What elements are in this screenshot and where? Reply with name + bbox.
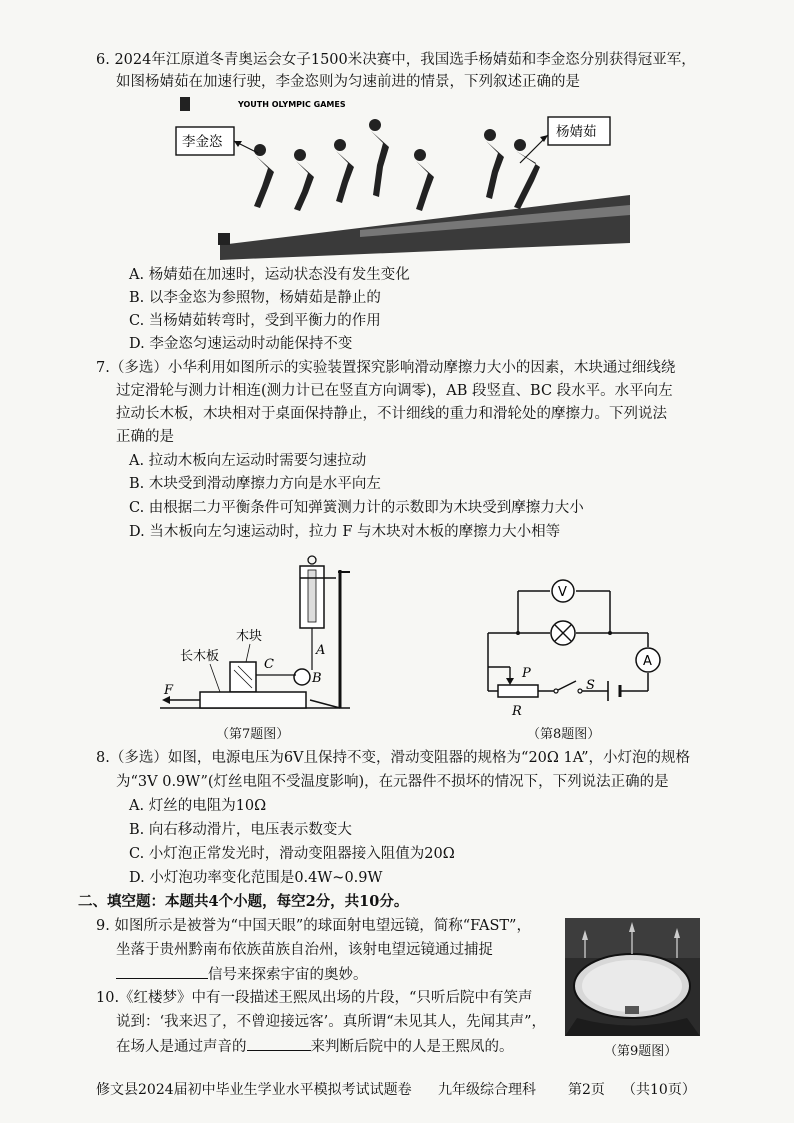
q9-caption: （第9题图） (604, 1044, 678, 1059)
q6-stem-line1: 6. 2024年江原道冬青奥运会女子1500米决赛中，我国选手杨婧茹和李金恣分别获得冠亚军， (96, 52, 696, 68)
label-li: 李金恣 (182, 134, 223, 150)
skaters (254, 119, 540, 211)
q10-line3 (116, 1036, 514, 1057)
q8-option-c: C. 小灯泡正常发光时，滑动变阻器接入阻值为20Ω (129, 846, 455, 862)
label-a: A (316, 643, 326, 658)
label-c: C (264, 657, 274, 672)
wood-block (230, 662, 256, 692)
label-f: F (164, 683, 174, 698)
label-p: P (522, 666, 531, 681)
q10-line2: 说到：‘我来迟了，不曾迎接远客’。真所谓“未见其人，先闻其声”， (116, 1014, 547, 1030)
q6-option-c: C. 当杨婧茹转弯时，受到平衡力的作用 (129, 313, 381, 329)
q9-line3 (116, 964, 368, 985)
q10-line3-before: 在场人是通过声音的 (116, 1039, 247, 1055)
q7-option-c: C. 由根据二力平衡条件可知弹簧测力计的示数即为木块受到摩擦力大小 (129, 500, 584, 516)
q7-option-a: A. 拉动木板向左运动时需要匀速拉动 (129, 453, 367, 469)
long-board (200, 692, 306, 708)
label-block: 木块 (236, 629, 263, 644)
q6-skating-figure (160, 95, 630, 260)
fast-telescope-photo (565, 918, 700, 1036)
q6-option-a: A. 杨婧茹在加速时，运动状态没有发生变化 (129, 267, 410, 283)
q10-line1: 10.《红楼梦》中有一段描述王熙凤出场的片段，“只听后院中有笑声 (96, 990, 533, 1006)
q7-stem-line1: 7.（多选）小华利用如图所示的实验装置探究影响滑动摩擦力大小的因素，木块通过细线绕 (96, 360, 676, 376)
label-a: A (643, 654, 652, 669)
q8-option-b: B. 向右移动滑片，电压表示数变大 (129, 822, 352, 838)
label-board: 长木板 (180, 649, 220, 664)
q10-answer-blank[interactable] (247, 1036, 311, 1051)
footer-subject: 九年级综合理科 (438, 1082, 536, 1098)
q9-line1: 9. 如图所示是被誉为“中国天眼”的球面射电望远镜，简称“FAST”， (96, 918, 531, 934)
q9-line2: 坐落于贵州黔南布依族苗族自治州，该射电望远镜通过捕捉 (116, 942, 493, 958)
q7-option-d: D. 当木板向左匀速运动时，拉力 F 与木块对木板的摩擦力大小相等 (129, 524, 561, 540)
olympic-logo: YOUTH OLYMPIC GAMES (238, 100, 346, 109)
q8-stem-line2: 为“3V 0.9W”(灯丝电阻不受温度影响)，在元器件不损坏的情况下，下列说法正确的是 (116, 774, 669, 790)
q6-option-b: B. 以李金恣为参照物，杨婧茹是静止的 (129, 290, 381, 306)
q7-stem-line2: 过定滑轮与测力计相连(测力计已在竖直方向调零)，AB 段竖直、BC 段水平。水平向左 (116, 383, 673, 399)
q8-stem-line1: 8.（多选）如图，电源电压为6V且保持不变，滑动变阻器的规格为“20Ω 1A”，小灯泡的规格 (96, 750, 691, 766)
q7-stem-line4: 正确的是 (116, 429, 174, 445)
label-b: B (312, 671, 322, 686)
label-yang: 杨婧茹 (556, 124, 597, 140)
q9-line3-text: 信号来探索宇宙的奥妙。 (208, 967, 368, 983)
q7-caption: （第7题图） (216, 727, 290, 742)
label-r: R (512, 704, 522, 719)
q7-stem-line3: 拉动长木板，木块相对于桌面保持静止，不计细线的重力和滑轮处的摩擦力。下列说法 (116, 406, 667, 422)
q10-line3-after: 来判断后院中的人是王熙凤的。 (310, 1039, 514, 1055)
q6-stem-line2: 如图杨婧茹在加速行驶，李金恣则为匀速前进的情景，下列叙述正确的是 (116, 74, 580, 90)
q7-figure (160, 550, 360, 720)
q8-circuit-figure (480, 575, 680, 720)
footer-total-pages: （共10页） (622, 1082, 696, 1098)
q8-option-a: A. 灯丝的电阻为10Ω (129, 798, 267, 814)
rheostat (498, 685, 538, 697)
label-s: S (586, 678, 595, 693)
q7-option-b: B. 木块受到滑动摩擦力方向是水平向左 (129, 476, 381, 492)
pulley (294, 669, 310, 685)
q8-option-d: D. 小灯泡功率变化范围是0.4W~0.9W (129, 870, 383, 886)
footer-page-number: 第2页 (568, 1082, 605, 1098)
footer-exam-title: 修文县2024届初中毕业生学业水平模拟考试试题卷 (96, 1082, 412, 1098)
q8-caption: （第8题图） (527, 727, 601, 742)
label-v: V (558, 585, 567, 600)
q6-option-d: D. 李金恣匀速运动时动能保持不变 (129, 336, 353, 352)
section-fill-in-heading: 二、填空题：本题共4个小题，每空2分，共10分。 (78, 893, 409, 910)
q9-answer-blank[interactable] (116, 964, 208, 979)
